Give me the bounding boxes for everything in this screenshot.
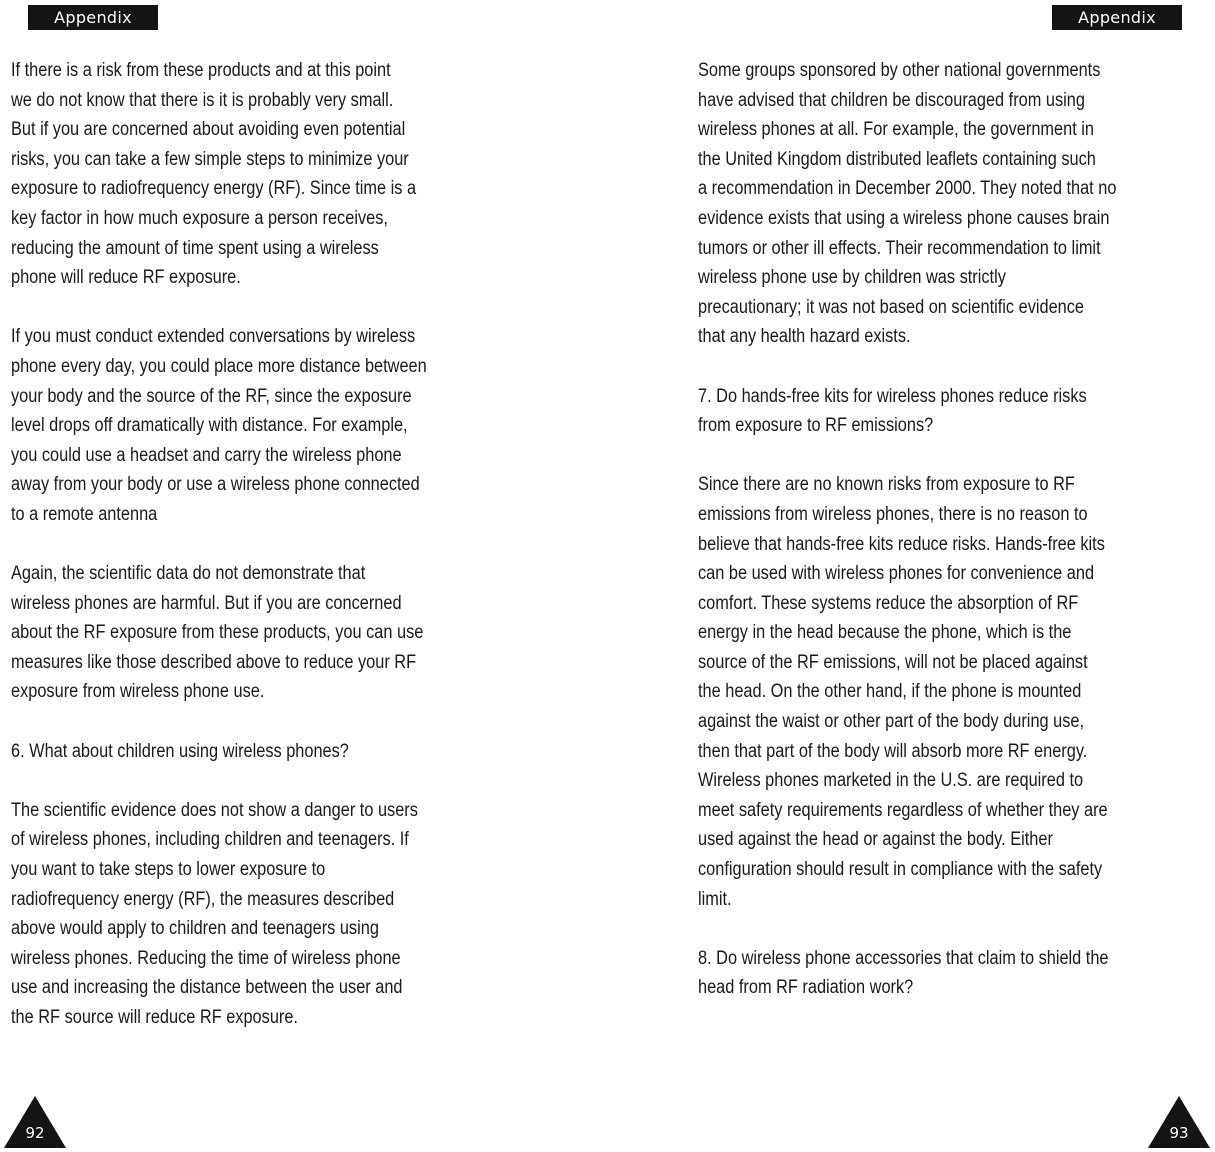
left-paragraph-risk: If there is a risk from these products and at this point we do not know that there is it is probably very small. But if you are concerned about avoiding even potential risks, you can take a few simple steps to minimize your exposure to radiofrequency energy (RF). Since time is a key factor in how much exposure a person receives, reducing the amount of time spent using a wireless phone will reduce RF exposure.	[11, 60, 417, 289]
triangle-icon	[1144, 1092, 1214, 1152]
right-page-column	[698, 56, 1213, 1033]
left-paragraph-children: The scientific evidence does not show a danger to users of wireless phones, including children and teenagers. If you want to take steps to lower exposure to radiofrequency energy (RF), the measures described above would apply to children and teenagers using wireless phones. Reducing the time of wireless phone use and increasing the distance between the user and the RF source will reduce RF exposure.	[11, 799, 418, 1028]
page-number-right	[1144, 1092, 1214, 1152]
page-number-right-text: 93	[1169, 1124, 1189, 1142]
appendix-tab-right: Appendix	[1052, 5, 1182, 30]
page-number-left-text: 92	[25, 1124, 45, 1142]
appendix-tab-left: Appendix	[28, 5, 158, 30]
left-page-column	[11, 56, 536, 1062]
question-6-heading: 6. What about children using wireless phones?	[11, 740, 349, 762]
left-paragraph-again: Again, the scientific data do not demonstrate that wireless phones are harmful. But if you are concerned about the RF exposure from these products, you can use measures like those described above to reduce your RF exposure from wireless phone use.	[11, 563, 424, 703]
right-paragraph-governments: Some groups sponsored by other national governments have advised that children be discouraged from using wireless phones at all. For example, the government in the United Kingdom distributed leaflets containing such a recommendation in December 2000. They noted that no evidence exists that using a wireless phone causes brain tumors or other ill effects. Their recommendation to limit wireless phone use by children was strictly precautionary; it was not based on scientific evidence that any health hazard exists.	[698, 60, 1117, 348]
right-paragraph-handsfree: Since there are no known risks from exposure to RF emissions from wireless phones, there is no reason to believe that hands-free kits reduce risks. Hands-free kits can be used with wireless phones for convenience and comfort. These systems reduce the absorption of RF energy in the head because the phone, which is the source of the RF emissions, will not be placed against the head. On the other hand, if the phone is mounted against the waist or other part of the body during use, then that part of the body will absorb more RF energy. Wireless phones marketed in the U.S. are required to meet safety requirements regardless of whether they are used against the head or against the body. Either configuration should result in compliance with the safety limit.	[698, 474, 1108, 910]
question-8-heading: 8. Do wireless phone accessories that claim to shield the head from RF radiation work?	[698, 947, 1109, 999]
question-7-heading: 7. Do hands-free kits for wireless phones reduce risks from exposure to RF emissions?	[698, 385, 1087, 437]
triangle-icon	[0, 1092, 70, 1152]
left-paragraph-distance: If you must conduct extended conversations by wireless phone every day, you could place more distance between your body and the source of the RF, since the exposure level drops off dramatically with distance. For example, you could use a headset and carry the wireless phone away from your body or use a wireless phone connected to a remote antenna	[11, 326, 427, 525]
page-number-left	[0, 1092, 70, 1152]
